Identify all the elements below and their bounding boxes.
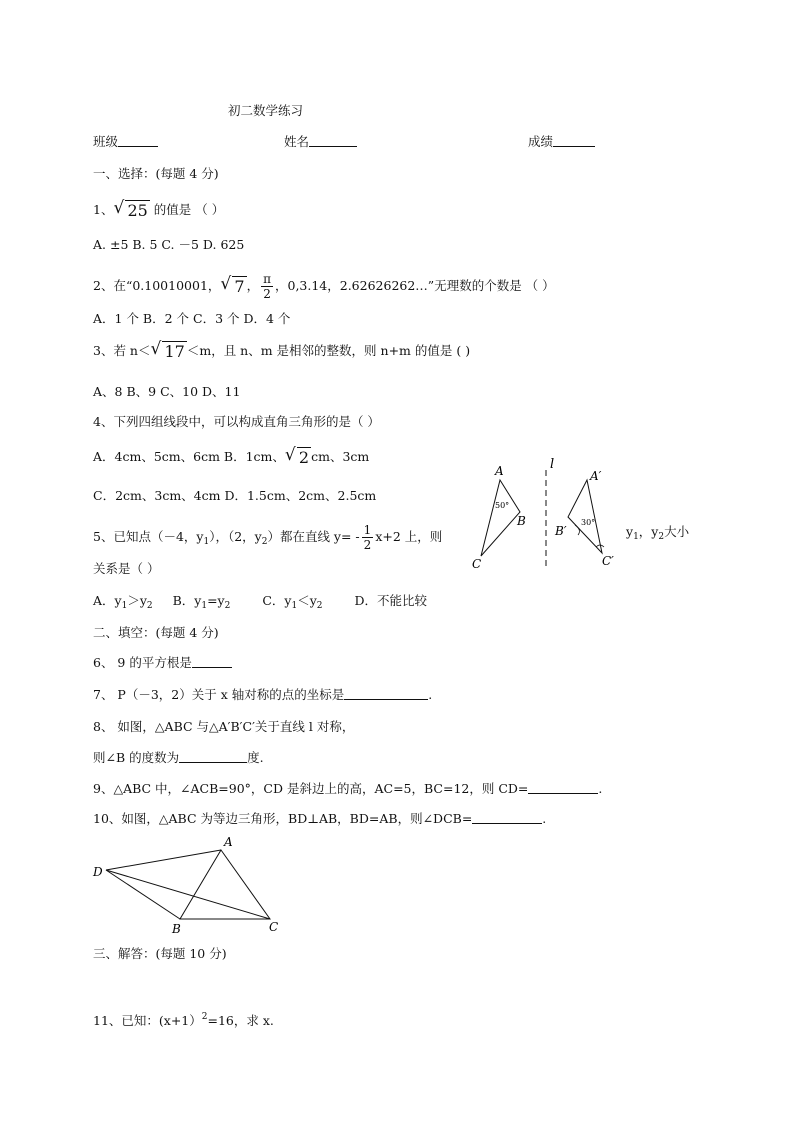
q2-prefix: 2、在“0.10010001， bbox=[93, 278, 221, 293]
q5-tail-sub2: 2 bbox=[658, 532, 665, 542]
q6-text: 6、 9 的平方根是 bbox=[93, 655, 192, 670]
fig1-angle-arc-c bbox=[596, 545, 604, 547]
name-blank[interactable] bbox=[309, 133, 357, 147]
score-blank[interactable] bbox=[553, 133, 595, 147]
fig1-angle-50: 50° bbox=[495, 501, 510, 510]
triangle-abc bbox=[481, 480, 520, 556]
fig2-label-a: A bbox=[224, 835, 233, 849]
q5-tail bbox=[626, 523, 689, 546]
fig1-angle-30: 30° bbox=[581, 518, 596, 527]
q4-opt-a-suffix: cm、3cm bbox=[311, 449, 370, 464]
q6-blank[interactable] bbox=[192, 654, 232, 668]
sqrt-25: √ 25 bbox=[113, 198, 148, 220]
q5-opt-b: B．y bbox=[172, 593, 202, 608]
pi-over-2 bbox=[261, 272, 273, 301]
q5-opt-a-sub2: 2 bbox=[146, 601, 153, 611]
fig1-label-l: l bbox=[550, 457, 555, 472]
q1-options: A. ±5 B. 5 C. －5 D. 625 bbox=[93, 237, 245, 252]
section-3-heading: 三、解答：(每题 10 分) bbox=[93, 946, 227, 961]
q5-opt-a2: ＞y bbox=[127, 593, 147, 608]
q5-frac-den: 2 bbox=[363, 538, 372, 552]
q5-opt-d: D．不能比较 bbox=[354, 593, 427, 608]
q5-mid2: ）都在直线 y= - bbox=[267, 529, 360, 544]
q4-options-ab bbox=[93, 445, 370, 467]
q3-prefix: 3、若 n＜ bbox=[93, 343, 151, 358]
q5-mid1: ），（2，y bbox=[209, 529, 262, 544]
q5-opt-c2: ＜y bbox=[297, 593, 317, 608]
q5-line2: 关系是（ ） bbox=[93, 561, 160, 576]
q5-tail-y1: y bbox=[626, 524, 634, 539]
q5-sub1: 1 bbox=[203, 537, 210, 547]
question-6 bbox=[93, 654, 232, 672]
section-2-heading: 二、填空：(每题 4 分) bbox=[93, 625, 219, 640]
fig2-segment-da bbox=[106, 850, 221, 870]
fig1-label-b2: B′ bbox=[555, 524, 567, 538]
q9-text: 9、△ABC 中，∠ACB=90°，CD 是斜边上的高，AC=5，BC=12，则 CD= bbox=[93, 781, 529, 796]
class-blank[interactable] bbox=[118, 133, 158, 147]
q5-opt-a-sub1: 1 bbox=[121, 601, 128, 611]
q5-mid3: x+2 上，则 bbox=[375, 529, 443, 544]
fig1-label-a: A bbox=[495, 464, 504, 478]
class-label: 班级 bbox=[93, 134, 119, 149]
sqrt-7: √ 7 bbox=[220, 274, 245, 296]
q5-opt-c: C．y bbox=[262, 593, 292, 608]
q4-radicand: 2 bbox=[298, 448, 310, 467]
q1-suffix: 的值是 （ ） bbox=[153, 202, 225, 217]
fig1-label-a2: A′ bbox=[590, 469, 602, 483]
one-half bbox=[362, 523, 374, 552]
name-field bbox=[284, 133, 357, 151]
q5-opt-b2: =y bbox=[207, 593, 225, 608]
section-1-heading: 一、选择：(每题 4 分) bbox=[93, 166, 219, 181]
q5-options bbox=[93, 592, 427, 615]
fig2-segment-dc bbox=[106, 870, 270, 919]
q5-opt-b-sub1: 1 bbox=[201, 601, 208, 611]
q7-blank[interactable] bbox=[344, 686, 428, 700]
q11-sup: 2 bbox=[201, 1012, 208, 1022]
fig2-triangle-abc bbox=[180, 850, 270, 919]
fig1-label-b: B bbox=[517, 514, 526, 528]
sqrt-2: √ 2 bbox=[284, 445, 310, 467]
sqrt-17: √ 17 bbox=[150, 339, 185, 361]
question-10 bbox=[93, 810, 546, 828]
question-8-line2 bbox=[93, 749, 264, 767]
figure-symmetric-triangles bbox=[462, 455, 632, 580]
page-title: 初二数学练习 bbox=[228, 103, 304, 118]
fig2-label-d: D bbox=[93, 865, 103, 879]
q2-frac-num: π bbox=[263, 272, 271, 286]
score-field bbox=[528, 133, 595, 151]
q4-opt-a-prefix: A．4cm、5cm、6cm B．1cm、 bbox=[93, 449, 285, 464]
q11-prefix: 11、已知：(x+1） bbox=[93, 1013, 202, 1028]
question-9 bbox=[93, 780, 602, 798]
q2-radicand: 7 bbox=[234, 277, 245, 296]
score-label: 成绩 bbox=[528, 134, 554, 149]
question-8-line1: 8、 如图，△ABC 与△A′B′C′关于直线 l 对称， bbox=[93, 719, 355, 734]
figure-equilateral-triangle bbox=[88, 832, 298, 940]
q11-suffix: =16，求 x. bbox=[207, 1013, 274, 1028]
q1-radicand: 25 bbox=[127, 201, 148, 220]
q3-suffix: ＜m，且 n、m 是相邻的整数，则 n+m 的值是 ( ) bbox=[186, 343, 471, 358]
q5-tail-end: 大小 bbox=[664, 524, 690, 539]
q8-line2-text: 则∠B 的度数为 bbox=[93, 750, 180, 765]
fig2-label-b: B bbox=[172, 922, 181, 936]
q2-mid: ，0,3.14，2.62626262…”无理数的个数是 （ ） bbox=[275, 278, 555, 293]
q5-tail-sub1: 1 bbox=[633, 532, 639, 542]
class-field bbox=[93, 133, 158, 151]
q10-text: 10、如图，△ABC 为等边三角形，BD⊥AB，BD=AB，则∠DCB= bbox=[93, 811, 473, 826]
question-7 bbox=[93, 686, 432, 704]
q2-sep: ， bbox=[246, 278, 260, 293]
q5-opt-c-sub2: 2 bbox=[316, 601, 323, 611]
q8-end: 度. bbox=[247, 750, 264, 765]
fig2-segment-db bbox=[106, 870, 180, 919]
question-11 bbox=[93, 1008, 274, 1030]
q9-blank[interactable] bbox=[528, 780, 598, 794]
question-4: 4、下列四组线段中，可以构成直角三角形的是（ ） bbox=[93, 414, 380, 429]
q5-prefix: 5、已知点（－4，y bbox=[93, 529, 204, 544]
q5-frac-num: 1 bbox=[363, 523, 372, 537]
fig2-label-c: C bbox=[269, 920, 279, 934]
q2-frac-den: 2 bbox=[263, 287, 271, 301]
q8-blank[interactable] bbox=[179, 749, 247, 763]
fig1-label-c: C bbox=[472, 557, 482, 571]
question-3 bbox=[93, 339, 471, 361]
q1-prefix: 1、 bbox=[93, 202, 114, 217]
q7-text: 7、 P（－3，2）关于 x 轴对称的点的坐标是 bbox=[93, 687, 345, 702]
fig1-label-c2: C′ bbox=[602, 554, 614, 568]
q9-end: . bbox=[598, 781, 603, 796]
question-2 bbox=[93, 272, 555, 301]
q5-opt-a: A．y bbox=[93, 593, 122, 608]
name-label: 姓名 bbox=[284, 134, 310, 149]
q10-blank[interactable] bbox=[472, 810, 542, 824]
q3-options: A、8 B、9 C、10 D、11 bbox=[93, 384, 241, 399]
fig1-angle-arc bbox=[575, 525, 579, 535]
question-5 bbox=[93, 523, 442, 552]
triangle-a2b2c2 bbox=[568, 480, 602, 553]
q5-tail-mid: ，y bbox=[638, 524, 659, 539]
q3-radicand: 17 bbox=[164, 342, 185, 361]
q10-end: . bbox=[542, 811, 547, 826]
q7-end: . bbox=[428, 687, 433, 702]
question-1 bbox=[93, 198, 225, 220]
q4-options-cd: C．2cm、3cm、4cm D．1.5cm、2cm、2.5cm bbox=[93, 488, 377, 503]
q5-opt-c-sub1: 1 bbox=[291, 601, 298, 611]
q5-opt-b-sub2: 2 bbox=[224, 601, 231, 611]
q5-sub2: 2 bbox=[261, 537, 268, 547]
q2-options: A．1 个 B．2 个 C．3 个 D．4 个 bbox=[93, 311, 291, 326]
